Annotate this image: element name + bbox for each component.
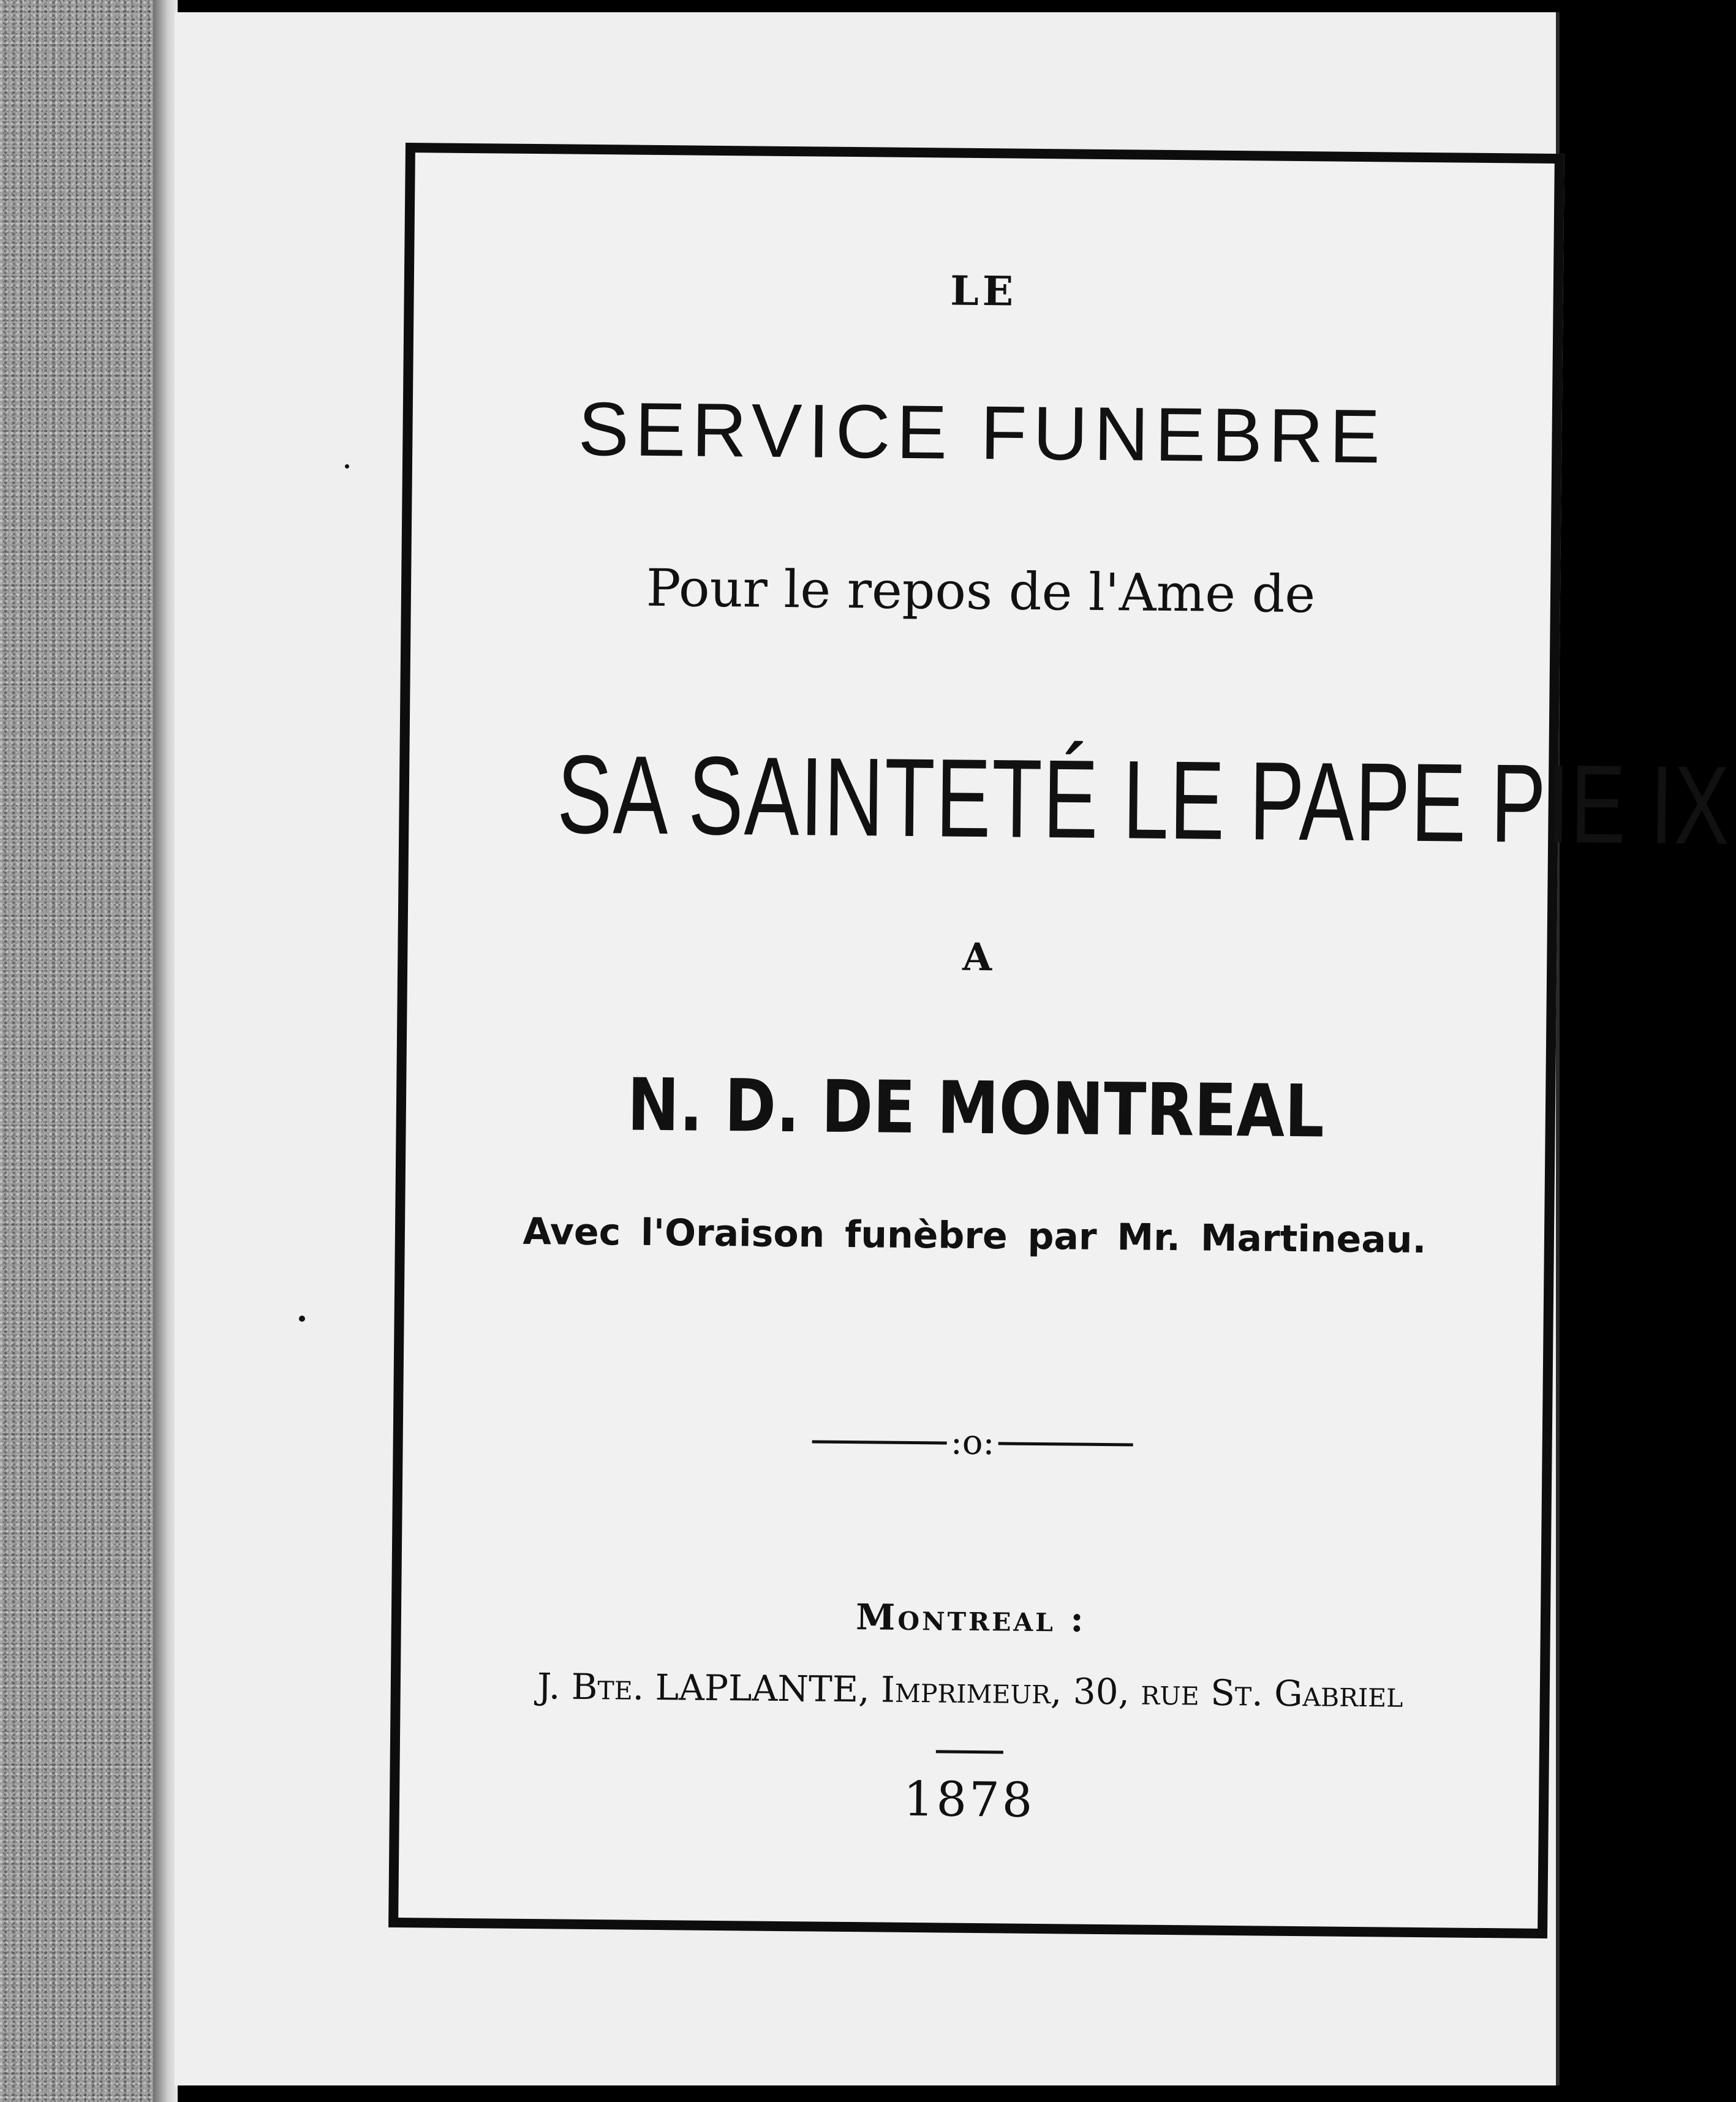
ink-speck xyxy=(345,464,349,469)
imprint-year: 1878 xyxy=(903,1771,1035,1828)
title-service-funebre: SERVICE FUNEBRE xyxy=(578,386,1387,480)
ink-speck xyxy=(299,1316,305,1322)
ornamental-separator xyxy=(402,1420,1542,1466)
title-frame xyxy=(388,143,1731,1938)
separator-rule-right xyxy=(998,1442,1133,1446)
book-spine xyxy=(0,0,172,2102)
imprint-rule xyxy=(936,1750,1003,1754)
title-a: A xyxy=(962,934,992,980)
paper-sheet xyxy=(175,12,1731,2085)
title-subject: SA SAINTETÉ LE PAPE PIE IX xyxy=(556,731,1731,868)
imprint-printer: J. Bte. LAPLANTE, Imprimeur, 30, rue St. Gabriel xyxy=(537,1665,1403,1716)
title-place: N. D. DE MONTREAL xyxy=(627,1062,1325,1154)
imprint-city: Montreal : xyxy=(855,1596,1087,1640)
subtitle-pour-le-repos: Pour le repos de l'Ame de xyxy=(646,557,1316,625)
separator-rule-left xyxy=(812,1440,947,1444)
spine-fold xyxy=(153,0,178,2102)
title-le: LE xyxy=(950,266,1017,315)
separator-mark: :o: xyxy=(950,1422,995,1463)
subtitle-oraison: Avec l'Oraison funèbre par Mr. Martineau. xyxy=(523,1210,1427,1262)
